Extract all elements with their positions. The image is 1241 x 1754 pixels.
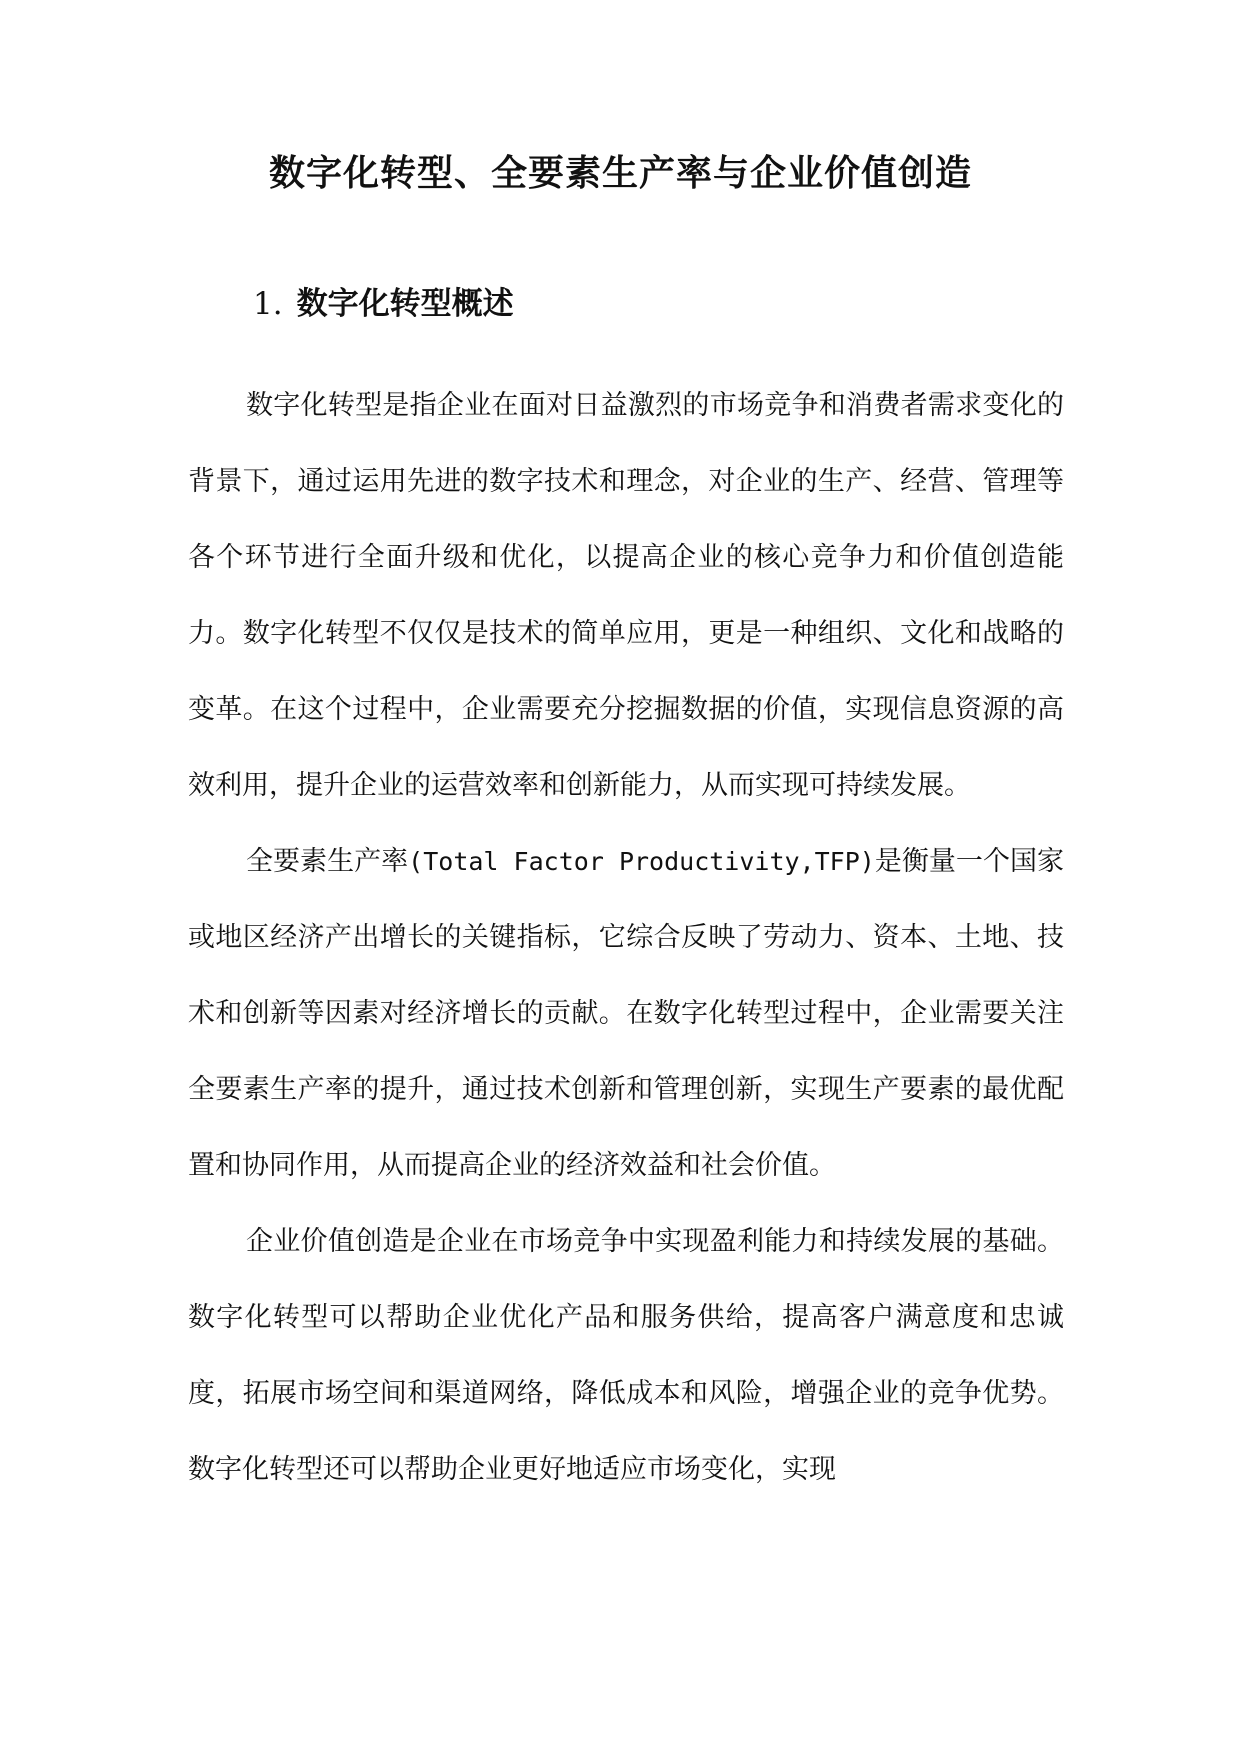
- section-heading-text: 数字化转型概述: [296, 286, 514, 322]
- section-number: 1.: [253, 286, 283, 322]
- paragraph-digital-transformation: 数字化转型是指企业在面对日益激烈的市场竞争和消费者需求变化的背景下，通过运用先进的数字技术和理念，对企业的生产、经营、管理等各个环节进行全面升级和优化，以提高企业的核心竞争力和价值创造能力。数字化转型不仅仅是技术的简单应用，更是一种组织、文化和战略的变革。在这个过程中，企业需要充分挖掘数据的价值，实现信息资源的高效利用，提升企业的运营效率和创新能力，从而实现可持续发展。: [188, 390, 1064, 801]
- paragraph-tfp-start: 全要素生产率: [246, 846, 409, 877]
- section-heading: [253, 282, 514, 326]
- paragraph-tfp: [188, 824, 1064, 1204]
- paragraph-value-creation: 企业价值创造是企业在市场竞争中实现盈利能力和持续发展的基础。数字化转型可以帮助企业优化产品和服务供给，提高客户满意度和忠诚度，拓展市场空间和渠道网络，降低成本和风险，增强企业的竞争优势。数字化转型还可以帮助企业更好地适应市场变化，实现: [188, 1226, 1064, 1485]
- paragraph-tfp-rest: 是衡量一个国家或地区经济产出增长的关键指标，它综合反映了劳动力、资本、土地、技术和创新等因素对经济增长的贡献。在数字化转型过程中，企业需要关注全要素生产率的提升，通过技术创新和管理创新，实现生产要素的最优配置和协同作用，从而提高企业的经济效益和社会价值。: [188, 846, 1065, 1181]
- tfp-term: (Total Factor Productivity,TFP): [408, 847, 875, 876]
- document-title: 数字化转型、全要素生产率与企业价值创造: [268, 153, 972, 194]
- body-text: [188, 368, 1064, 1508]
